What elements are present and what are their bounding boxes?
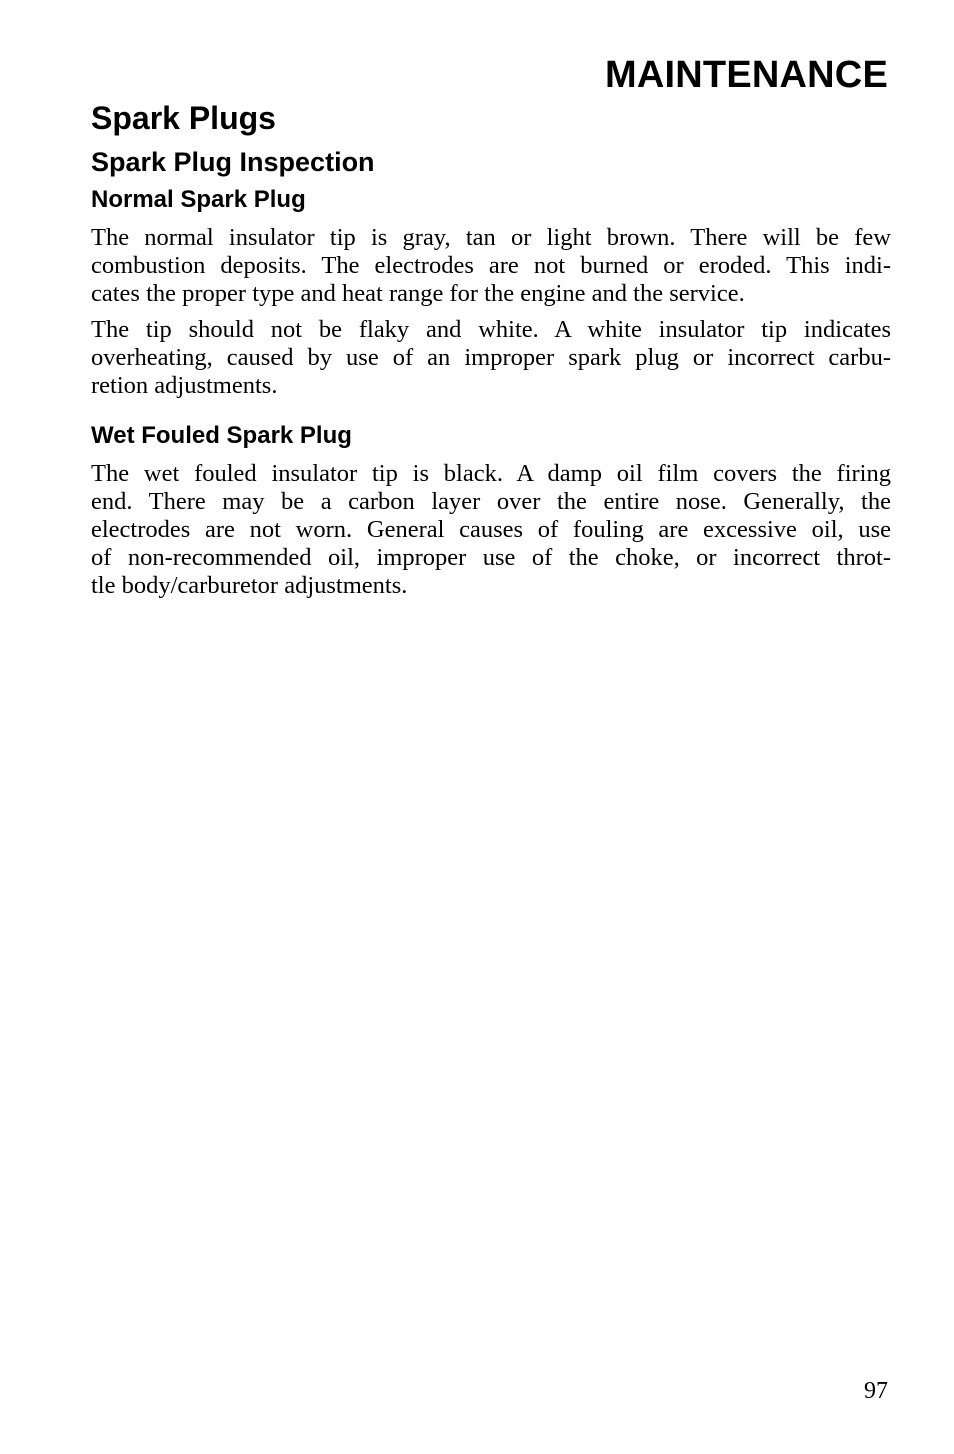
page-number: 97 [864,1378,888,1404]
text-line: overheating, caused by use of an improper spark plug or incorrect carbu- [91,344,891,371]
text-line: The normal insulator tip is gray, tan or light brown. There will be few [91,224,891,251]
text-line: end. There may be a carbon layer over the entire nose. Generally, the [91,488,891,515]
text-line: electrodes are not worn. General causes of fouling are excessive oil, use [91,516,891,543]
text-line: tle body/carburetor adjustments. [91,572,408,599]
wet-fouled-spark-plug-paragraph [91,460,891,600]
text-line: combustion deposits. The electrodes are not burned or eroded. This indi- [91,252,891,279]
text-line: The wet fouled insulator tip is black. A damp oil film covers the firing [91,460,891,487]
normal-spark-plug-paragraph-1 [91,224,891,308]
normal-spark-plug-paragraph-2 [91,316,891,400]
chapter-title: MAINTENANCE [605,54,888,96]
subsection-title: Spark Plug Inspection [91,147,375,177]
page-content [91,96,891,600]
text-line: retion adjustments. [91,372,278,399]
section-title: Spark Plugs [91,100,276,136]
wet-fouled-spark-plug-heading: Wet Fouled Spark Plug [91,422,352,449]
text-line: of non-recommended oil, improper use of the choke, or incorrect throt- [91,544,891,571]
text-line: cates the proper type and heat range for the engine and the service. [91,280,745,307]
normal-spark-plug-heading: Normal Spark Plug [91,186,306,213]
text-line: The tip should not be flaky and white. A white insulator tip indicates [91,316,891,343]
